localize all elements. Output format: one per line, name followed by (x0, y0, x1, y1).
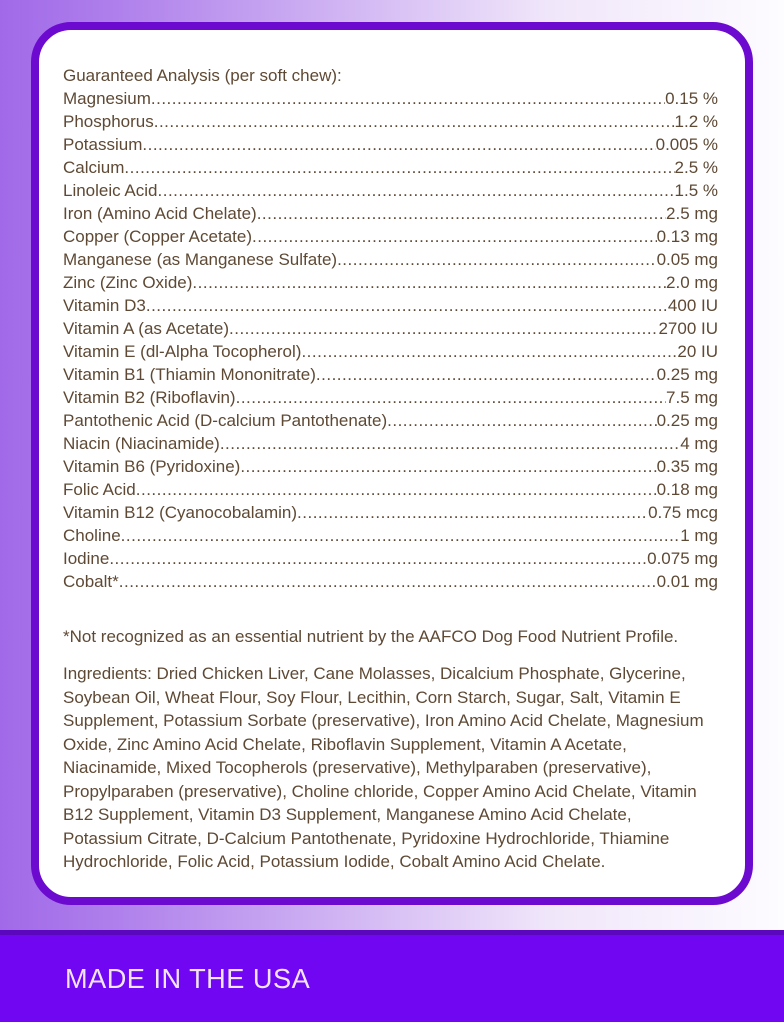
analysis-row (63, 409, 718, 432)
analysis-row (63, 570, 718, 593)
nutrient-value: 1 mg (680, 526, 718, 545)
nutrient-name: Vitamin B2 (Riboflavin) (63, 388, 236, 407)
nutrient-value: 20 IU (677, 342, 718, 361)
nutrient-name: Niacin (Niacinamide) (63, 434, 220, 453)
nutrient-value: 0.005 % (655, 135, 718, 154)
nutrient-value: 0.13 mg (656, 227, 718, 246)
analysis-title: Guaranteed Analysis (per soft chew): (63, 66, 342, 85)
dot-leader (252, 225, 657, 248)
label-card (31, 22, 753, 905)
dot-leader (387, 409, 656, 432)
nutrient-name: Vitamin E (dl-Alpha Tocopherol) (63, 342, 302, 361)
nutrient-name: Copper (Copper Acetate) (63, 227, 252, 246)
nutrient-value: 0.075 mg (647, 549, 718, 568)
dot-leader (121, 524, 681, 547)
nutrient-name: Linoleic Acid (63, 181, 158, 200)
nutrient-value: 0.25 mg (656, 365, 718, 384)
nutrient-value: 4 mg (680, 434, 718, 453)
dot-leader (146, 294, 668, 317)
nutrient-value: 0.75 mcg (648, 503, 718, 522)
dot-leader (240, 455, 656, 478)
nutrient-name: Magnesium (63, 89, 151, 108)
analysis-row (63, 294, 718, 317)
nutrient-name: Choline (63, 526, 121, 545)
made-in-usa-text: MADE IN THE USA (65, 962, 311, 994)
nutrient-value: 2700 IU (658, 319, 718, 338)
dot-leader (142, 133, 655, 156)
nutrient-value: 0.18 mg (656, 480, 718, 499)
analysis-table (63, 87, 718, 593)
nutrient-name: Folic Acid (63, 480, 136, 499)
nutrient-name: Vitamin B12 (Cyanocobalamin) (63, 503, 298, 522)
dot-leader (236, 386, 666, 409)
analysis-row (63, 156, 718, 179)
analysis-row (63, 432, 718, 455)
analysis-row (63, 133, 718, 156)
nutrient-value: 400 IU (667, 296, 718, 315)
analysis-row (63, 87, 718, 110)
dot-leader (119, 570, 657, 593)
dot-leader (154, 110, 675, 133)
nutrient-value: 0.15 % (665, 89, 718, 108)
nutrient-value: 1.2 % (674, 112, 718, 131)
dot-leader (220, 432, 680, 455)
nutrient-value: 0.25 mg (656, 411, 718, 430)
analysis-row (63, 317, 718, 340)
ingredients-paragraph: Ingredients: Dried Chicken Liver, Cane Molasses, Dicalcium Phosphate, Glycerine, Soybean Oil, Wheat Flour, Soy Flour, Lecithin, Corn Starch, Sugar, Salt, Vitamin E Supplement, Potassium Sorbate (preservative), Iron Amino Acid Chelate, Magnesium Oxide, Zinc Amino Acid Chelate, Riboflavin Supplement, Vitamin A Acetate, Niacinamide, Mixed Tocopherols (preservative), Methylparaben (preservative), Propylparaben (preservative), Choline chloride, Copper Amino Acid Chelate, Vitamin B12 Supplement, Vitamin D3 Supplement, Manganese Amino Acid Chelate, Potassium Citrate, D-Calcium Pantothenate, Pyridoxine Hydrochloride, Thiamine Hydrochloride, Folic Acid, Potassium Iodide, Cobalt Amino Acid Chelate. (63, 664, 704, 871)
analysis-row (63, 271, 718, 294)
nutrient-name: Vitamin B1 (Thiamin Mononitrate) (63, 365, 316, 384)
analysis-row (63, 501, 718, 524)
nutrient-name: Iron (Amino Acid Chelate) (63, 204, 257, 223)
analysis-row (63, 386, 718, 409)
analysis-row (63, 110, 718, 133)
analysis-row (63, 455, 718, 478)
dot-leader (229, 317, 658, 340)
nutrient-name: Potassium (63, 135, 143, 154)
nutrient-name: Pantothenic Acid (D-calcium Pantothenate) (63, 411, 388, 430)
analysis-row (63, 547, 718, 570)
nutrient-value: 0.01 mg (656, 572, 718, 591)
nutrient-name: Manganese (as Manganese Sulfate) (63, 250, 338, 269)
nutrient-name: Vitamin A (as Acetate) (63, 319, 229, 338)
nutrient-name: Cobalt* (63, 572, 119, 591)
analysis-row (63, 202, 718, 225)
nutrient-name: Zinc (Zinc Oxide) (63, 273, 193, 292)
nutrient-value: 2.0 mg (666, 273, 718, 292)
made-in-usa-band (0, 930, 784, 1022)
nutrient-name: Vitamin D3 (63, 296, 146, 315)
label-content (39, 30, 745, 874)
analysis-row (63, 478, 718, 501)
nutrient-name: Iodine (63, 549, 110, 568)
nutrient-value: 0.05 mg (656, 250, 718, 269)
dot-leader (301, 340, 677, 363)
dot-leader (337, 248, 657, 271)
analysis-row (63, 248, 718, 271)
aafco-footnote: *Not recognized as an essential nutrient by the AAFCO Dog Food Nutrient Profile. (63, 627, 679, 646)
nutrient-value: 2.5 % (674, 158, 718, 177)
analysis-row (63, 225, 718, 248)
dot-leader (192, 271, 666, 294)
nutrient-value: 7.5 mg (666, 388, 718, 407)
nutrient-value: 2.5 mg (666, 204, 718, 223)
dot-leader (151, 87, 665, 110)
nutrient-value: 0.35 mg (656, 457, 718, 476)
analysis-row (63, 179, 718, 202)
nutrient-value: 1.5 % (674, 181, 718, 200)
dot-leader (109, 547, 647, 570)
dot-leader (297, 501, 648, 524)
analysis-row (63, 363, 718, 386)
analysis-row (63, 524, 718, 547)
nutrient-name: Vitamin B6 (Pyridoxine) (63, 457, 241, 476)
dot-leader (158, 179, 675, 202)
nutrient-name: Phosphorus (63, 112, 154, 131)
nutrient-name: Calcium (63, 158, 125, 177)
analysis-row (63, 340, 718, 363)
dot-leader (257, 202, 666, 225)
dot-leader (124, 156, 674, 179)
dot-leader (316, 363, 657, 386)
dot-leader (136, 478, 657, 501)
